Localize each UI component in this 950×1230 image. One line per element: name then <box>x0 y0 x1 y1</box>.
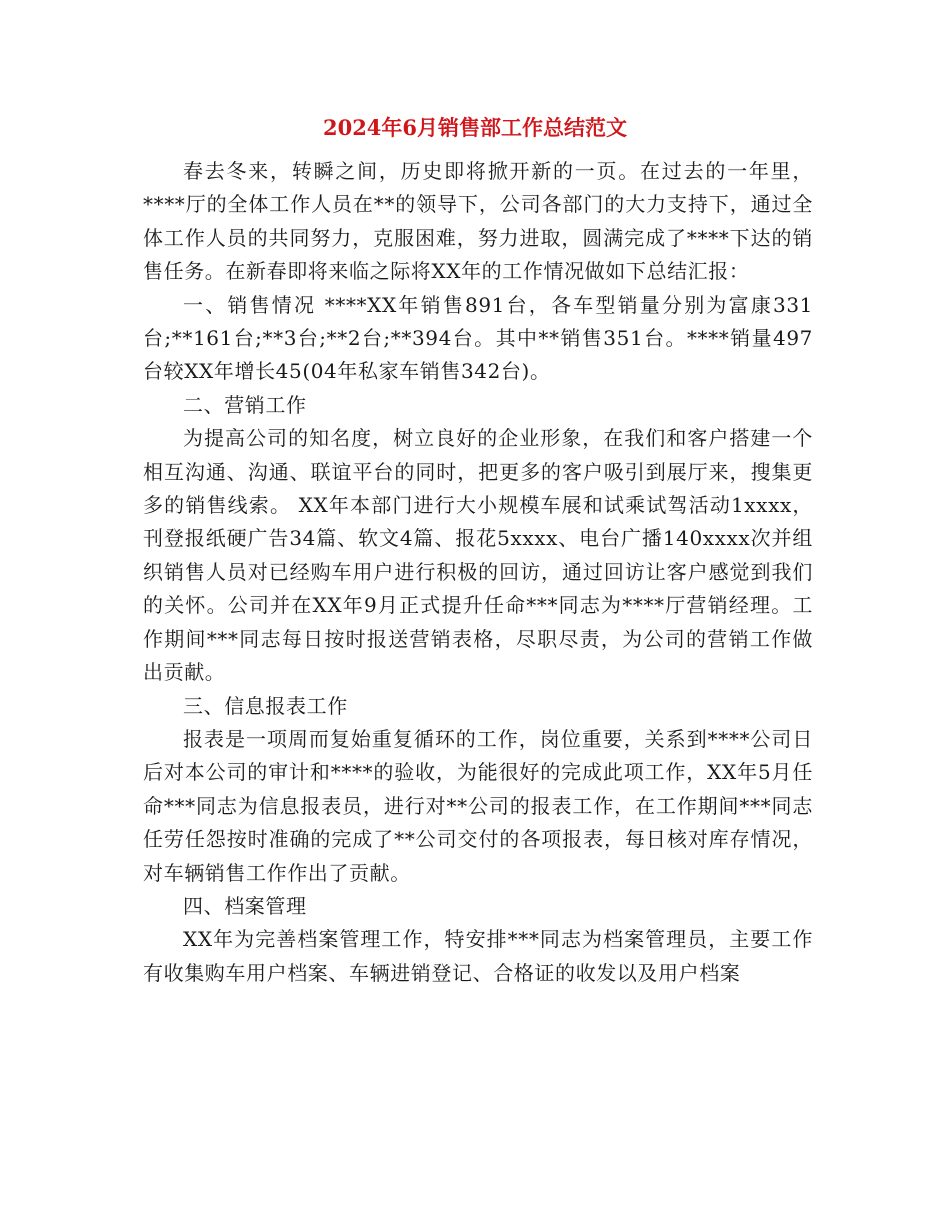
paragraph-reports: 报表是一项周而复始重复循环的工作，岗位重要，关系到****公司日后对本公司的审计和****的验收，为能很好的完成此项工作，XX年5月任命***同志为信息报表员，进行对**公司的报表工作，在工作期间***同志任劳任怨按时准确的完成了**公司交付的各项报表，每日核对库存情况，对车辆销售工作作出了贡献。 <box>143 726 813 885</box>
paragraph-sales-situation: 一、销售情况 ****XX年销售891台，各车型销量分别为富康331台;**161台;**3台;**2台;**394台。其中**销售351台。****销量497台较XX年增长45(04年私家车销售342台)。 <box>143 292 813 384</box>
section-heading-marketing: 二、营销工作 <box>183 392 307 417</box>
document-title: 2024年6月销售部工作总结范文 <box>322 115 628 140</box>
paragraph-archives: XX年为完善档案管理工作，特安排***同志为档案管理员，主要工作有收集购车用户档案、车辆进销登记、合格证的收发以及用户档案 <box>143 927 813 985</box>
section-heading-reports: 三、信息报表工作 <box>183 693 348 718</box>
section-heading-archives: 四、档案管理 <box>183 893 307 918</box>
document-body <box>143 155 813 990</box>
paragraph-marketing: 为提高公司的知名度，树立良好的企业形象，在我们和客户搭建一个相互沟通、沟通、联谊平台的同时，把更多的客户吸引到展厅来，搜集更多的销售线索。 XX年本部门进行大小规模车展和试乘试驾活动1xxxx，刊登报纸硬广告34篇、软文4篇、报花5xxxx、电台广播140xxxx次并组织销售人员对已经购车用户进行积极的回访，通过回访让客户感觉到我们的关怀。公司并在XX年9月正式提升任命***同志为****厅营销经理。工作期间***同志每日按时报送营销表格，尽职尽责，为公司的营销工作做出贡献。 <box>143 426 813 685</box>
paragraph-intro: 春去冬来，转瞬之间，历史即将掀开新的一页。在过去的一年里，****厅的全体工作人员在**的领导下，公司各部门的大力支持下，通过全体工作人员的共同努力，克服困难，努力进取，圆满完成了****下达的销售任务。在新春即将来临之际将XX年的工作情况做如下总结汇报： <box>143 159 813 284</box>
